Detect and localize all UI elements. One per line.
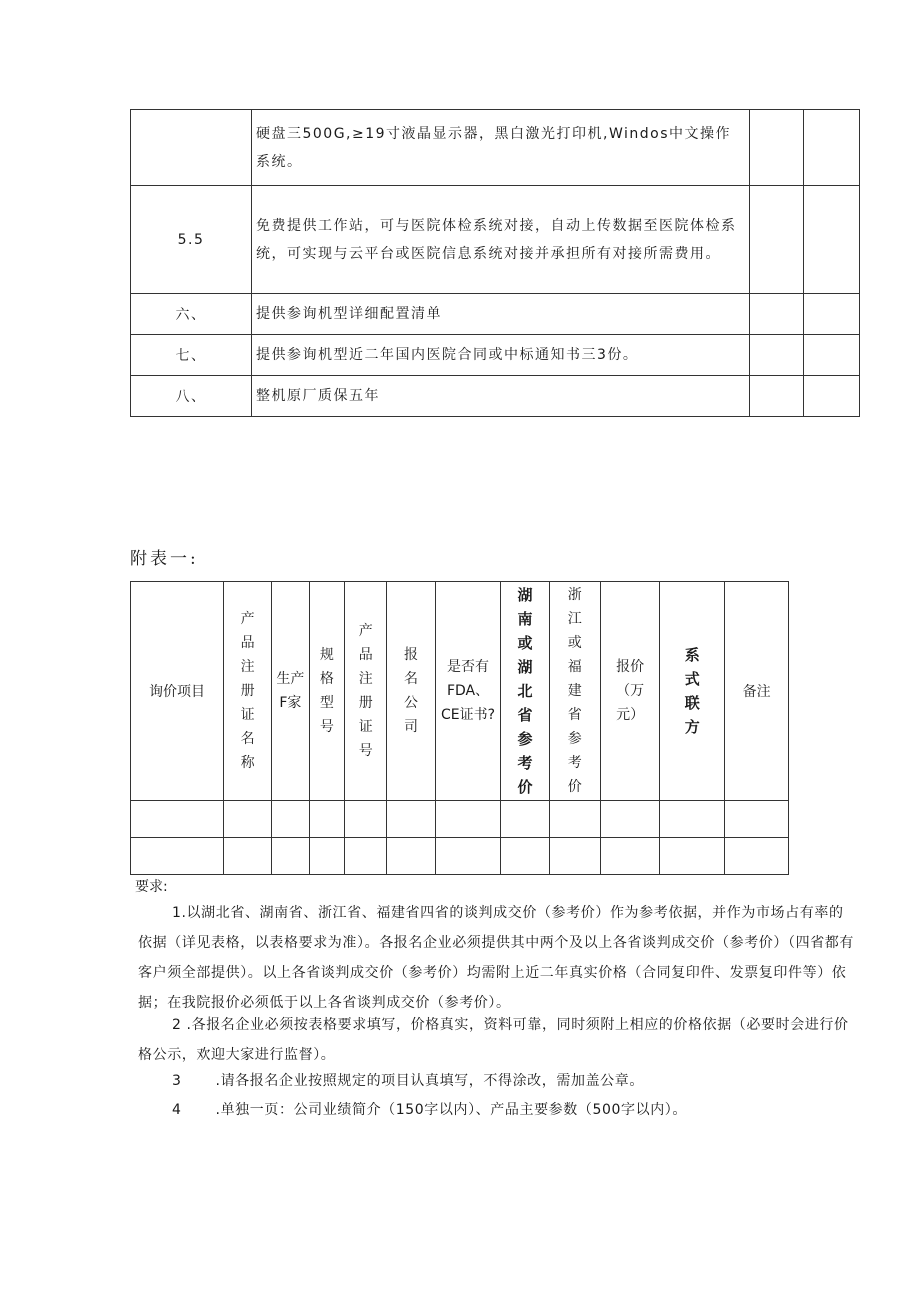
row-number: [131, 110, 252, 186]
header-maker: 生产 F家: [272, 582, 309, 801]
requirement-item-2: 2 .各报名企业必须按表格要求填写，价格真实，资料可靠，同时须附上相应的价格依据（必要时会进行价格公示，欢迎大家进行监督）。: [138, 1017, 849, 1063]
row-text: 提供参询机型详细配置清单: [251, 294, 749, 335]
empty-cell: [345, 838, 387, 875]
requirement-number: 3: [172, 1073, 182, 1089]
spec-table: [130, 109, 860, 417]
row-text: 硬盘三500G,≥19寸液晶显示器，黑白激光打印机,Windos中文操作系统。: [251, 110, 749, 186]
table-row: [131, 376, 860, 417]
empty-cell: [345, 801, 387, 838]
header-price: 报价（万元）: [600, 582, 660, 801]
header-model: 规格型号: [309, 582, 345, 801]
requirement-item-1: 1.以湖北省、湖南省、浙江省、福建省四省的谈判成交价（参考价）作为参考依据，并作为市场占有率的依据（详见表格，以表格要求为准）。各报名企业必须提供其中两个及以上各省谈判成交价（参考价）（四省都有客户须全部提供）。以上各省谈判成交价（参考价）均需附上近二年真实价格（合同复印件、发票复印件等）依据；在我院报价必须低于以上各省谈判成交价（参考价）。: [138, 905, 854, 1011]
table-row: [131, 186, 860, 294]
empty-cell: [660, 838, 725, 875]
table-row: [131, 335, 860, 376]
header-reg-no: 产品注册证号: [345, 582, 387, 801]
empty-cell: [272, 801, 309, 838]
header-item: 询价项目: [131, 582, 224, 801]
row-number: 5.5: [131, 186, 252, 294]
empty-cell: [435, 801, 501, 838]
requirements-title: 要求:: [135, 879, 168, 895]
empty-cell: [549, 801, 600, 838]
empty-cell: [224, 838, 272, 875]
empty-cell: [804, 376, 860, 417]
row-text: 提供参询机型近二年国内医院合同或中标通知书三3份。: [251, 335, 749, 376]
appendix-title: 附表一:: [130, 549, 199, 569]
table-row: [131, 110, 860, 186]
empty-cell: [549, 838, 600, 875]
row-number: 八、: [131, 376, 252, 417]
header-company: 报名公司: [387, 582, 435, 801]
requirement-text: .请各报名企业按照规定的项目认真填写，不得涂改，需加盖公章。: [215, 1073, 644, 1089]
header-zhejiang-price: 浙江或福建省参考价: [549, 582, 600, 801]
table-header-row: [131, 582, 789, 801]
empty-cell: [804, 110, 860, 186]
empty-cell: [804, 335, 860, 376]
empty-cell: [804, 186, 860, 294]
empty-cell: [750, 294, 804, 335]
table-row: [131, 294, 860, 335]
header-note: 备注: [725, 582, 789, 801]
table-row: [131, 801, 789, 838]
empty-cell: [750, 376, 804, 417]
header-cert: 是否有FDA、CE证书?: [435, 582, 501, 801]
row-number: 七、: [131, 335, 252, 376]
empty-cell: [804, 294, 860, 335]
inquiry-table: [130, 581, 789, 875]
requirement-item-3: [172, 1066, 644, 1096]
empty-cell: [660, 801, 725, 838]
table-row: [131, 838, 789, 875]
empty-cell: [600, 801, 660, 838]
empty-cell: [725, 801, 789, 838]
empty-cell: [435, 838, 501, 875]
requirement-number: 4: [172, 1102, 182, 1118]
empty-cell: [501, 838, 549, 875]
row-number: 六、: [131, 294, 252, 335]
header-reg-name: 产品注册证名称: [224, 582, 272, 801]
empty-cell: [387, 838, 435, 875]
empty-cell: [309, 838, 345, 875]
header-hubei-price: 湖南或湖北省参考价: [501, 582, 549, 801]
row-text: 整机原厂质保五年: [251, 376, 749, 417]
empty-cell: [309, 801, 345, 838]
empty-cell: [725, 838, 789, 875]
empty-cell: [750, 186, 804, 294]
empty-cell: [750, 335, 804, 376]
empty-cell: [224, 801, 272, 838]
header-contact: 系式联方: [660, 582, 725, 801]
empty-cell: [272, 838, 309, 875]
empty-cell: [750, 110, 804, 186]
row-text: 免费提供工作站，可与医院体检系统对接，自动上传数据至医院体检系统，可实现与云平台或医院信息系统对接并承担所有对接所需费用。: [251, 186, 749, 294]
empty-cell: [131, 838, 224, 875]
requirement-item-4: [172, 1095, 687, 1125]
requirement-text: .单独一页：公司业绩简介（150字以内）、产品主要参数（500字以内）。: [215, 1102, 688, 1118]
empty-cell: [600, 838, 660, 875]
empty-cell: [387, 801, 435, 838]
empty-cell: [131, 801, 224, 838]
empty-cell: [501, 801, 549, 838]
